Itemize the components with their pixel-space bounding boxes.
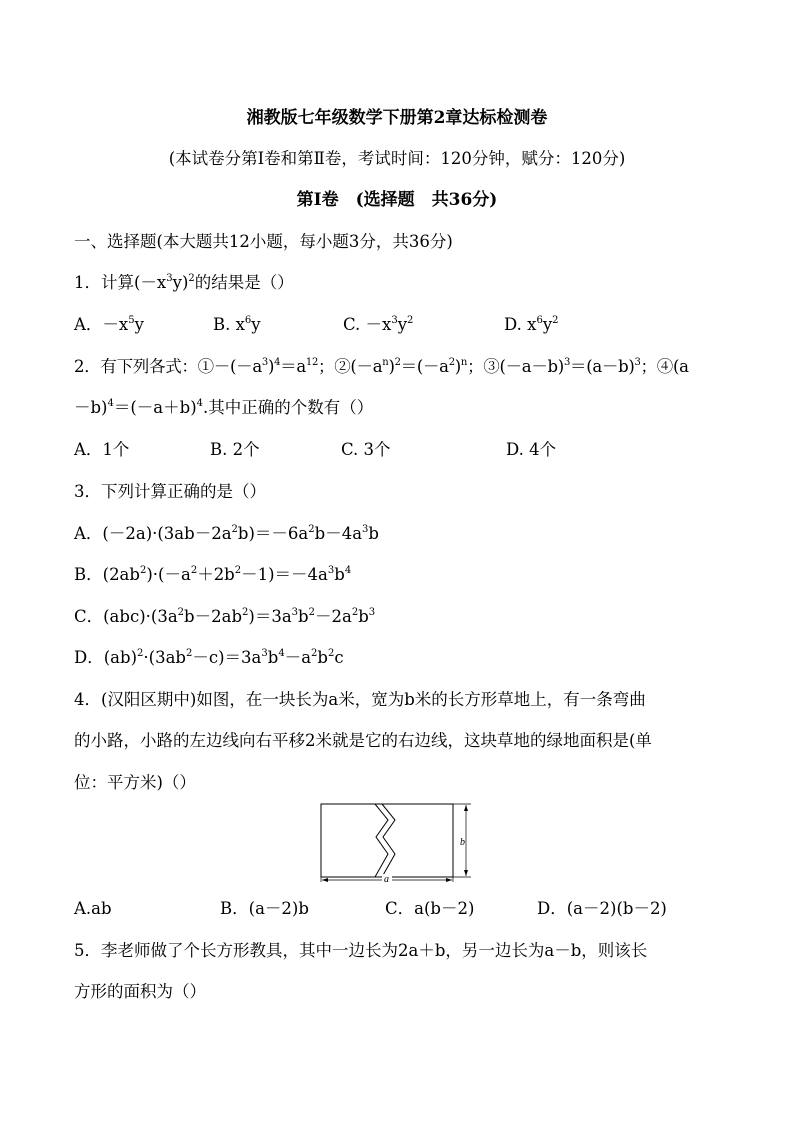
part-heading: 第Ⅰ卷 (选择题 共36分): [296, 190, 498, 210]
question-3-option-d: D．$(ab)^2\cdot(3ab^2-c)=3a^3b^4-a^2b^2c$: [74, 648, 344, 667]
question-3-option-b: B．$(2ab^2)\cdot(-a^2+2b^2-1)=-4a^3b^4$: [74, 565, 352, 584]
question-4-line-3: 位：平方米)（）: [74, 773, 196, 792]
question-1-option-c: C. $-x^3y^2$: [343, 315, 414, 334]
question-2-option-d: D. 4个: [506, 440, 557, 459]
question-1-option-b: B. $x^6y$: [213, 315, 261, 334]
lawn-rectangle: [321, 804, 453, 877]
question-1-option-a: A．$-x^5y$: [74, 315, 144, 334]
question-3-option-a: A．$(-2a)\cdot(3ab-2a^2b)=-6a^2b-4a^3b$: [74, 524, 379, 543]
width-arrow-left: [322, 878, 328, 882]
lawn-path-diagram: [318, 801, 478, 883]
label-a: a: [384, 874, 389, 883]
question-3-stem: 3．下列计算正确的是（）: [74, 482, 266, 501]
question-2-option-c: C. 3个: [341, 440, 391, 459]
question-5-line-2: 方形的面积为（）: [74, 982, 206, 1001]
question-1-option-d: D. $x^6y^2$: [504, 315, 559, 334]
question-2-line-1: 2．有下列各式：$①-(-a^3)^4=a^{12}$；$②(-a^n)^2=(-a^2)^n$；$③(-a-b)^3=(a-b)^3$；④(a: [74, 357, 689, 376]
height-arrow-top: [464, 805, 468, 811]
question-2-option-b: B. 2个: [210, 440, 260, 459]
label-b: b: [460, 837, 465, 848]
width-arrow-right: [446, 878, 452, 882]
question-2-line-2: $-b)^4=(-a+b)^4$.其中正确的个数有（）: [74, 398, 374, 417]
question-4-line-2: 的小路，小路的左边线向右平移2米就是它的右边线，这块草地的绿地面积是(单: [74, 731, 652, 750]
section-heading: 一、选择题(本大题共12小题，每小题3分，共36分): [74, 232, 453, 251]
question-3-option-c: C．$(abc)\cdot(3a^2b-2ab^2)=3a^3b^2-2a^2b^3$: [74, 607, 376, 626]
height-arrow-bottom: [464, 870, 468, 876]
question-4-line-1: 4．(汉阳区期中)如图，在一块长为a米，宽为b米的长方形草地上，有一条弯曲: [74, 690, 646, 709]
question-4-option-a: A.ab: [74, 899, 112, 918]
question-2-option-a: A．1个: [74, 440, 130, 459]
question-4-option-b: B．(a－2)b: [220, 899, 309, 918]
question-4-option-d: D．(a－2)(b－2): [537, 899, 667, 918]
question-1-stem: 1．计算$(-x^3y)^2$的结果是（）: [74, 273, 294, 292]
question-5-line-1: 5．李老师做了个长方形教具，其中一边长为2a＋b，另一边长为a－b，则该长: [74, 941, 648, 960]
question-4-option-c: C．a(b－2): [385, 899, 475, 918]
exam-subtitle: (本试卷分第Ⅰ卷和第Ⅱ卷，考试时间：120分钟，赋分：120分): [168, 149, 626, 168]
exam-title: 湘教版七年级数学下册第2章达标检测卷: [246, 108, 548, 128]
